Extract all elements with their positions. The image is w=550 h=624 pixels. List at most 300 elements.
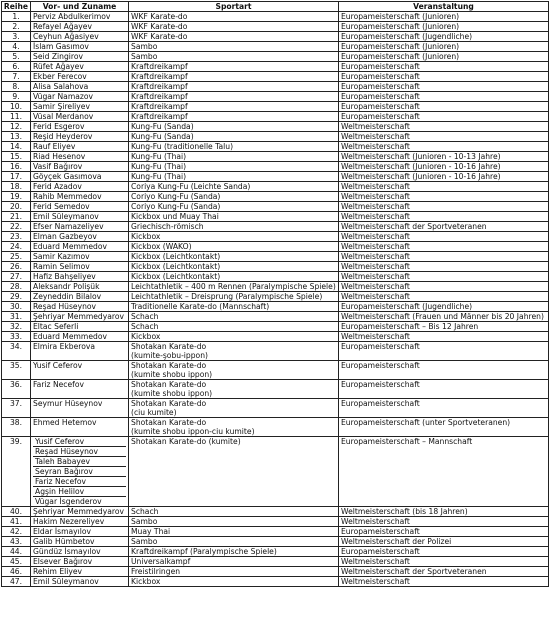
event-cell: Weltmeisterschaft xyxy=(339,182,549,192)
sport-cell xyxy=(129,252,339,262)
row-number: 10. xyxy=(2,102,31,112)
event-cell: Weltmeisterschaft xyxy=(339,122,549,132)
table-row xyxy=(2,122,549,132)
table-row xyxy=(2,102,549,112)
event-cell: Europameisterschaft xyxy=(339,399,549,418)
row-number: 23. xyxy=(2,232,31,242)
event-cell: Europameisterschaft xyxy=(339,380,549,399)
athlete-name: Agşin Helilov xyxy=(33,486,126,496)
sport-line: Kraftdreikampf (Paralympische Spiele) xyxy=(131,547,277,556)
athlete-name: İslam Gasımov xyxy=(31,42,129,52)
sport-cell xyxy=(129,557,339,567)
athlete-name: Rauf Eliyev xyxy=(31,142,129,152)
row-number: 30. xyxy=(2,302,31,312)
row-number: 20. xyxy=(2,202,31,212)
sport-cell xyxy=(129,12,339,22)
sport-cell xyxy=(129,62,339,72)
sport-cell xyxy=(129,567,339,577)
row-number: 14. xyxy=(2,142,31,152)
sport-cell xyxy=(129,32,339,42)
event-cell: Europameisterschaft – Mannschaft xyxy=(339,437,549,507)
sport-line: Kickbox (WAKO) xyxy=(131,242,192,251)
sport-line: Kung-Fu (Sanda) xyxy=(131,122,194,131)
sport-cell xyxy=(129,527,339,537)
row-number: 9. xyxy=(2,92,31,102)
athlete-name: Şehriyar Memmedyarov xyxy=(31,507,129,517)
sport-cell xyxy=(129,112,339,122)
event-cell: Weltmeisterschaft (Junioren - 10-16 Jahre) xyxy=(339,172,549,182)
row-number: 38. xyxy=(2,418,31,437)
row-number: 8. xyxy=(2,82,31,92)
event-cell: Weltmeisterschaft xyxy=(339,142,549,152)
row-number: 27. xyxy=(2,272,31,282)
table-row xyxy=(2,517,549,527)
event-cell: Europameisterschaft (Jugendliche) xyxy=(339,302,549,312)
sport-cell xyxy=(129,302,339,312)
row-number: 4. xyxy=(2,42,31,52)
sport-line: Kickbox xyxy=(131,332,161,341)
sport-line: Shotakan Karate-do xyxy=(131,418,207,427)
event-cell: Europameisterschaft (Jugendliche) xyxy=(339,32,549,42)
sport-cell xyxy=(129,272,339,282)
team-members xyxy=(31,437,129,507)
sport-line: Coriyo Kung-Fu (Sanda) xyxy=(131,192,221,201)
sport-line: Coriyo Kung-Fu (Sanda) xyxy=(131,202,221,211)
row-number: 37. xyxy=(2,399,31,418)
athlete-name: Ehmed Hetemov xyxy=(31,418,129,437)
sport-line: Kraftdreikampf xyxy=(131,112,188,121)
event-cell: Weltmeisterschaft xyxy=(339,132,549,142)
row-number: 32. xyxy=(2,322,31,332)
athlete-name: Ferid Esgerov xyxy=(31,122,129,132)
event-cell: Europameisterschaft (Junioren) xyxy=(339,12,549,22)
sport-line: Griechisch-römisch xyxy=(131,222,204,231)
table-row xyxy=(2,52,549,62)
sport-line: Shotakan Karate-do (kumite) xyxy=(131,437,241,446)
table-row xyxy=(2,32,549,42)
athlete-name: Elman Gazbeyov xyxy=(31,232,129,242)
header-event: Veranstaltung xyxy=(339,2,549,12)
sport-line: Shotakan Karate-do xyxy=(131,399,207,408)
sport-line: Kung-Fu (Thai) xyxy=(131,172,187,181)
table-row xyxy=(2,112,549,122)
sport-line: Shotakan Karate-do xyxy=(131,361,207,370)
table-row xyxy=(2,252,549,262)
athlete-name: Perviz Abdulkerimov xyxy=(31,12,129,22)
sport-line: Sambo xyxy=(131,537,158,546)
athlete-name: Eldar İsmayılov xyxy=(31,527,129,537)
athlete-name: Samir Şireliyev xyxy=(31,102,129,112)
row-number: 47. xyxy=(2,577,31,587)
table-row xyxy=(2,312,549,322)
event-cell: Weltmeisterschaft xyxy=(339,282,549,292)
row-number: 1. xyxy=(2,12,31,22)
sport-line: Traditionelle Karate-do (Mannschaft) xyxy=(131,302,270,311)
table-row xyxy=(2,82,549,92)
event-cell: Weltmeisterschaft xyxy=(339,577,549,587)
row-number: 22. xyxy=(2,222,31,232)
athlete-name: Elsever Bağırov xyxy=(31,557,129,567)
sport-line: (kumite shobu ippon) xyxy=(131,389,213,398)
sport-cell xyxy=(129,72,339,82)
sport-line: Muay Thai xyxy=(131,527,171,536)
sport-cell xyxy=(129,292,339,302)
sport-line: Freistilringen xyxy=(131,567,181,576)
row-number: 21. xyxy=(2,212,31,222)
event-cell: Europameisterschaft xyxy=(339,72,549,82)
sport-line: WKF Karate-do xyxy=(131,12,188,21)
sport-line: Kung-Fu (Sanda) xyxy=(131,132,194,141)
sport-cell xyxy=(129,242,339,252)
row-number: 26. xyxy=(2,262,31,272)
header-row xyxy=(2,2,549,12)
table-row xyxy=(2,380,549,399)
event-cell: Weltmeisterschaft der Polizei xyxy=(339,537,549,547)
row-number: 34. xyxy=(2,342,31,361)
row-number: 15. xyxy=(2,152,31,162)
athlete-name: Fariz Necefov xyxy=(33,476,126,486)
row-number: 5. xyxy=(2,52,31,62)
event-cell: Weltmeisterschaft (Junioren - 10-16 Jahre) xyxy=(339,162,549,172)
table-row xyxy=(2,22,549,32)
sport-line: Kraftdreikampf xyxy=(131,62,188,71)
table-row xyxy=(2,222,549,232)
row-number: 11. xyxy=(2,112,31,122)
row-number: 3. xyxy=(2,32,31,42)
table-row xyxy=(2,507,549,517)
table-row xyxy=(2,192,549,202)
sport-line: Kickbox (Leichtkontakt) xyxy=(131,272,221,281)
sport-cell xyxy=(129,192,339,202)
sport-line: WKF Karate-do xyxy=(131,32,188,41)
sport-line: Kickbox xyxy=(131,577,161,586)
athlete-name: Elmira Ekberova xyxy=(31,342,129,361)
sport-line: (kumite shobu ippon) xyxy=(131,370,213,379)
sport-cell xyxy=(129,102,339,112)
sport-cell xyxy=(129,132,339,142)
athlete-name: Ramin Selimov xyxy=(31,262,129,272)
athlete-name: Samir Kazımov xyxy=(31,252,129,262)
table-row xyxy=(2,242,549,252)
athlete-name: Seid Zingirov xyxy=(31,52,129,62)
table-row xyxy=(2,302,549,312)
row-number: 43. xyxy=(2,537,31,547)
table-row xyxy=(2,361,549,380)
athlete-name: Zeyneddin Bilalov xyxy=(31,292,129,302)
sport-line: Sambo xyxy=(131,42,158,51)
athlete-name: Seyran Bağırov xyxy=(33,466,126,476)
athlete-name: Göyçek Gasımova xyxy=(31,172,129,182)
sport-cell xyxy=(129,182,339,192)
sport-cell xyxy=(129,399,339,418)
athlete-name: Eduard Memmedov xyxy=(31,332,129,342)
athlete-name: Rehim Eliyev xyxy=(31,567,129,577)
sport-line: Shotakan Karate-do xyxy=(131,342,207,351)
row-number: 2. xyxy=(2,22,31,32)
header-num: Reihe xyxy=(2,2,31,12)
sport-cell xyxy=(129,537,339,547)
row-number: 33. xyxy=(2,332,31,342)
sport-cell xyxy=(129,577,339,587)
sport-line: Schach xyxy=(131,507,159,516)
row-number: 44. xyxy=(2,547,31,557)
sport-line: Kraftdreikampf xyxy=(131,102,188,111)
table-row xyxy=(2,142,549,152)
event-cell: Europameisterschaft xyxy=(339,527,549,537)
sport-line: Kraftdreikampf xyxy=(131,72,188,81)
sport-line: Sambo xyxy=(131,517,158,526)
event-cell: Europameisterschaft – Bis 12 Jahren xyxy=(339,322,549,332)
sport-line: Kickbox (Leichtkontakt) xyxy=(131,252,221,261)
event-cell: Europameisterschaft (Junioren) xyxy=(339,52,549,62)
event-cell: Weltmeisterschaft der Sportveteranen xyxy=(339,567,549,577)
athlete-name: Ferid Azadov xyxy=(31,182,129,192)
row-number: 7. xyxy=(2,72,31,82)
table-row xyxy=(2,182,549,192)
table-row xyxy=(2,12,549,22)
table-row xyxy=(2,162,549,172)
sport-cell xyxy=(129,122,339,132)
table-row xyxy=(2,399,549,418)
athlete-name: Şehriyar Memmedyarov xyxy=(31,312,129,322)
athlete-name: Riad Hesenov xyxy=(31,152,129,162)
sport-cell xyxy=(129,517,339,527)
sport-line: Kung-Fu (traditionelle Talu) xyxy=(131,142,234,151)
sport-line: Shotakan Karate-do xyxy=(131,380,207,389)
row-number: 13. xyxy=(2,132,31,142)
event-cell: Weltmeisterschaft xyxy=(339,212,549,222)
table-row xyxy=(2,437,549,507)
row-number: 41. xyxy=(2,517,31,527)
sport-line: (ciu kumite) xyxy=(131,408,177,417)
event-cell: Weltmeisterschaft der Sportveteranen xyxy=(339,222,549,232)
athlete-name: Vüsal Merdanov xyxy=(31,112,129,122)
event-cell: Europameisterschaft xyxy=(339,102,549,112)
athlete-name: Rahib Memmedov xyxy=(31,192,129,202)
event-cell: Weltmeisterschaft (Frauen und Männer bis 20 Jahren) xyxy=(339,312,549,322)
sport-cell xyxy=(129,380,339,399)
event-cell: Weltmeisterschaft xyxy=(339,272,549,282)
event-cell: Weltmeisterschaft (Junioren - 10-13 Jahre) xyxy=(339,152,549,162)
event-cell: Europameisterschaft (Junioren) xyxy=(339,42,549,52)
sport-line: Universalkampf xyxy=(131,557,191,566)
table-row xyxy=(2,567,549,577)
athlete-name: Yusif Ceferov xyxy=(31,361,129,380)
event-cell: Weltmeisterschaft xyxy=(339,332,549,342)
row-number: 45. xyxy=(2,557,31,567)
sport-cell xyxy=(129,142,339,152)
sport-line: Kickbox xyxy=(131,232,161,241)
event-cell: Weltmeisterschaft xyxy=(339,242,549,252)
sport-cell xyxy=(129,82,339,92)
sport-line: Kickbox und Muay Thai xyxy=(131,212,219,221)
table-row xyxy=(2,342,549,361)
sport-cell xyxy=(129,437,339,507)
table-row xyxy=(2,292,549,302)
sport-cell xyxy=(129,262,339,272)
event-cell: Weltmeisterschaft xyxy=(339,292,549,302)
event-cell: Weltmeisterschaft (bis 18 Jahren) xyxy=(339,507,549,517)
sport-cell xyxy=(129,222,339,232)
table-row xyxy=(2,232,549,242)
row-number: 36. xyxy=(2,380,31,399)
table-row xyxy=(2,172,549,182)
athlete-name: Refayel Ağayev xyxy=(31,22,129,32)
athlete-name: Rüfet Ağayev xyxy=(31,62,129,72)
event-cell: Europameisterschaft (Junioren) xyxy=(339,22,549,32)
athlete-name: Aleksandr Polişük xyxy=(31,282,129,292)
event-cell: Europameisterschaft xyxy=(339,112,549,122)
table-row xyxy=(2,212,549,222)
sport-line: Kung-Fu (Thai) xyxy=(131,162,187,171)
row-number: 24. xyxy=(2,242,31,252)
results-table xyxy=(1,1,549,587)
table-row xyxy=(2,527,549,537)
athlete-name: Emil Süleymanov xyxy=(31,212,129,222)
row-number: 46. xyxy=(2,567,31,577)
athlete-name: Galib Hümbetov xyxy=(31,537,129,547)
event-cell: Weltmeisterschaft xyxy=(339,252,549,262)
table-row xyxy=(2,62,549,72)
sport-cell xyxy=(129,172,339,182)
athlete-name: Eduard Memmedov xyxy=(31,242,129,252)
event-cell: Weltmeisterschaft xyxy=(339,232,549,242)
sport-cell xyxy=(129,547,339,557)
table-row xyxy=(2,537,549,547)
athlete-name: Seymur Hüseynov xyxy=(31,399,129,418)
sport-line: Kraftdreikampf xyxy=(131,82,188,91)
table-row xyxy=(2,282,549,292)
sport-cell xyxy=(129,52,339,62)
sport-line: (kumite-şobu-ippon) xyxy=(131,351,208,360)
athlete-name: Eltac Seferli xyxy=(31,322,129,332)
athlete-name: Ferid Semedov xyxy=(31,202,129,212)
event-cell: Weltmeisterschaft xyxy=(339,517,549,527)
sport-cell xyxy=(129,22,339,32)
sport-line: Sambo xyxy=(131,52,158,61)
table-row xyxy=(2,152,549,162)
sport-cell xyxy=(129,507,339,517)
table-row xyxy=(2,332,549,342)
athlete-name: Taleh Babayev xyxy=(33,456,126,466)
table-row xyxy=(2,72,549,82)
sport-line: Schach xyxy=(131,312,159,321)
sport-cell xyxy=(129,92,339,102)
athlete-name: Vügar Namazov xyxy=(31,92,129,102)
table-row xyxy=(2,547,549,557)
sport-line: Coriya Kung-Fu (Leichte Sanda) xyxy=(131,182,251,191)
sport-line: Leichtathletik – Dreisprung (Paralympische Spiele) xyxy=(131,292,323,301)
event-cell: Weltmeisterschaft xyxy=(339,202,549,212)
sport-cell xyxy=(129,282,339,292)
sport-cell xyxy=(129,342,339,361)
row-number: 31. xyxy=(2,312,31,322)
sport-line: (kumite shobu ippon-ciu kumite) xyxy=(131,427,255,436)
athlete-name: Reşid Heyderov xyxy=(31,132,129,142)
event-cell: Weltmeisterschaft xyxy=(339,262,549,272)
sport-cell xyxy=(129,232,339,242)
athlete-name: Vügar İsgenderov xyxy=(33,496,126,506)
table-row xyxy=(2,322,549,332)
event-cell: Europameisterschaft xyxy=(339,62,549,72)
event-cell: Europameisterschaft (unter Sportveteranen) xyxy=(339,418,549,437)
athlete-name: Ekber Ferecov xyxy=(31,72,129,82)
sport-cell xyxy=(129,361,339,380)
athlete-name: Gündüz İsmayılov xyxy=(31,547,129,557)
sport-line: WKF Karate-do xyxy=(131,22,188,31)
event-cell: Europameisterschaft xyxy=(339,82,549,92)
event-cell: Weltmeisterschaft xyxy=(339,192,549,202)
row-number: 12. xyxy=(2,122,31,132)
row-number: 25. xyxy=(2,252,31,262)
header-sport: Sportart xyxy=(129,2,339,12)
sport-cell xyxy=(129,162,339,172)
athlete-name: Ceyhun Ağasiyev xyxy=(31,32,129,42)
row-number: 42. xyxy=(2,527,31,537)
row-number: 35. xyxy=(2,361,31,380)
table-row xyxy=(2,42,549,52)
sport-cell xyxy=(129,322,339,332)
sport-cell xyxy=(129,202,339,212)
row-number: 19. xyxy=(2,192,31,202)
table-body xyxy=(2,12,549,587)
sport-line: Kickbox (Leichtkontakt) xyxy=(131,262,221,271)
event-cell: Europameisterschaft xyxy=(339,547,549,557)
row-number: 18. xyxy=(2,182,31,192)
sport-line: Leichtathletik – 400 m Rennen (Paralympische Spiele) xyxy=(131,282,336,291)
table-row xyxy=(2,92,549,102)
table-row xyxy=(2,262,549,272)
row-number: 6. xyxy=(2,62,31,72)
sport-line: Schach xyxy=(131,322,159,331)
sport-line: Kraftdreikampf xyxy=(131,92,188,101)
row-number: 29. xyxy=(2,292,31,302)
athlete-name: Emil Süleymanov xyxy=(31,577,129,587)
athlete-name: Alisa Salahova xyxy=(31,82,129,92)
event-cell: Weltmeisterschaft xyxy=(339,557,549,567)
table-row xyxy=(2,418,549,437)
header-name: Vor- und Zuname xyxy=(31,2,129,12)
table-row xyxy=(2,577,549,587)
event-cell: Europameisterschaft xyxy=(339,342,549,361)
sport-cell xyxy=(129,42,339,52)
athlete-name: Reşad Hüseynov xyxy=(33,446,126,456)
event-cell: Europameisterschaft xyxy=(339,361,549,380)
row-number: 39. xyxy=(2,437,31,507)
event-cell: Europameisterschaft xyxy=(339,92,549,102)
table-row xyxy=(2,557,549,567)
athlete-name: Vasif Bağırov xyxy=(31,162,129,172)
sport-cell xyxy=(129,152,339,162)
athlete-name: Yusif Ceferov xyxy=(35,437,85,446)
row-number: 40. xyxy=(2,507,31,517)
table-row xyxy=(2,132,549,142)
athlete-name: Efser Namazeliyev xyxy=(31,222,129,232)
sport-cell xyxy=(129,418,339,437)
table-row xyxy=(2,272,549,282)
table-row xyxy=(2,202,549,212)
row-number: 28. xyxy=(2,282,31,292)
sport-line: Kung-Fu (Thai) xyxy=(131,152,187,161)
athlete-name: Fariz Necefov xyxy=(31,380,129,399)
athlete-name: Hakim Nezereliyev xyxy=(31,517,129,527)
athlete-name: Reşad Hüseynov xyxy=(31,302,129,312)
sport-cell xyxy=(129,312,339,322)
sport-cell xyxy=(129,332,339,342)
row-number: 17. xyxy=(2,172,31,182)
athlete-name: Hafiz Bahşeliyev xyxy=(31,272,129,282)
row-number: 16. xyxy=(2,162,31,172)
